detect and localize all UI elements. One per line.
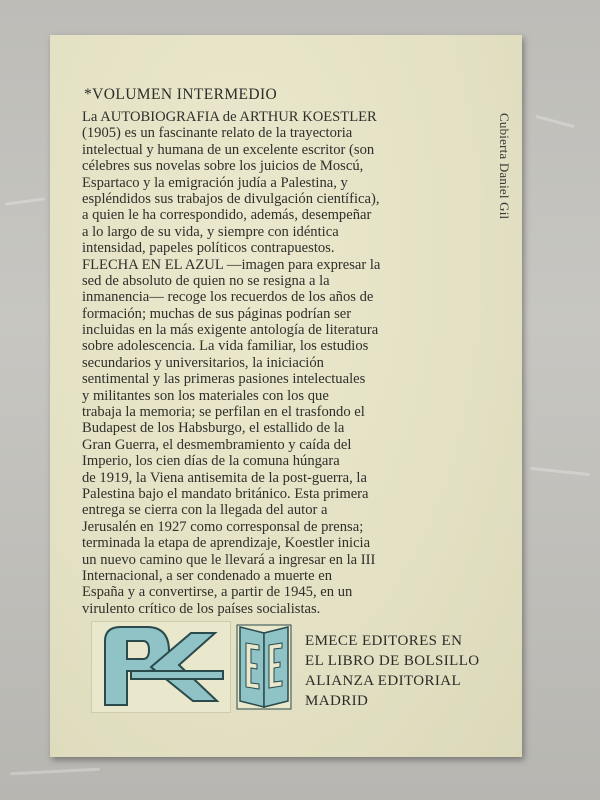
volume-heading: *VOLUMEN INTERMEDIO [84, 86, 278, 103]
blurb-line: secundarios y universitarios, la iniciación [82, 354, 324, 371]
blurb-line: a quien le ha correspondido, además, desempeñar [82, 207, 372, 224]
blurb-line: un nuevo camino que le llevará a ingresar en la III [82, 551, 376, 568]
blurb-line: sobre adolescencia. La vida familiar, los estudios [82, 338, 369, 355]
blurb-line: y militantes son los materiales con los que [82, 387, 329, 404]
blurb-line: Imperio, los cien días de la comuna húngara [82, 453, 340, 470]
blurb-line: de 1919, la Viena antisemita de la post-guerra, la [82, 469, 367, 486]
surface-scratch [530, 467, 590, 476]
blurb-line: Budapest de los Habsburgo, el estallido de la [82, 420, 345, 437]
blurb-line: a lo largo de su vida, y siempre con idéntica [82, 223, 339, 240]
blurb-line: sentimental y las primeras pasiones intelectuales [82, 371, 366, 388]
libro-de-bolsillo-logo [91, 621, 231, 713]
blurb-line: entrega se cierra con la llegada del autor a [82, 502, 328, 519]
emece-editores-logo [235, 621, 293, 713]
emece-editores-logo-icon [235, 621, 293, 713]
publisher-imprint [305, 631, 480, 711]
libro-de-bolsillo-logo-icon [91, 621, 231, 713]
blurb-line: virulento crítico de los países socialistas. [82, 600, 321, 617]
surface-scratch [5, 197, 45, 206]
blurb-line: FLECHA EN EL AZUL —imagen para expresar la [82, 256, 381, 273]
blurb-line: terminada la etapa de aprendizaje, Koestler inicia [82, 535, 371, 552]
blurb-text [82, 109, 462, 617]
blurb-line: intensidad, papeles políticos contrapuestos. [82, 240, 335, 257]
cover-credit: Cubierta Daniel Gil [497, 113, 512, 220]
blurb-line: Espartaco y la emigración judía a Palestina, y [82, 174, 348, 191]
blurb-line: célebres sus novelas sobre los juicios de Moscú, [82, 158, 364, 175]
blurb-line: Palestina bajo el mandato británico. Esta primera [82, 485, 369, 502]
blurb-line: espléndidos sus trabajos de divulgación científica), [82, 190, 380, 207]
blurb-line: Jerusalén en 1927 como corresponsal de prensa; [82, 518, 364, 535]
blurb-line: inmanencia— recoge los recuerdos de los años de [82, 289, 374, 306]
blurb-line: La AUTOBIOGRAFIA de ARTHUR KOESTLER [82, 109, 377, 125]
publisher-line: ALIANZA EDITORIAL [305, 673, 462, 689]
blurb-line: España y a convertirse, a partir de 1945, en un [82, 584, 353, 601]
publisher-line: EL LIBRO DE BOLSILLO [305, 653, 480, 669]
blurb-line: Gran Guerra, el desmembramiento y caída del [82, 436, 352, 453]
blurb-line: formación; muchas de sus páginas podrían ser [82, 305, 352, 322]
blurb-line: sed de absoluto de quien no se resigna a la [82, 272, 330, 289]
blurb-line: intelectual y humana de un excelente escritor (son [82, 141, 375, 158]
blurb-line: incluidas en la más exigente antología de literatura [82, 322, 379, 339]
blurb-line: Internacional, a ser condenado a muerte en [82, 567, 332, 584]
blurb-line: (1905) es un fascinante relato de la trayectoria [82, 125, 353, 142]
publisher-line: MADRID [305, 693, 369, 709]
publisher-line: EMECE EDITORES EN [305, 633, 463, 649]
surface-scratch [10, 768, 100, 776]
blurb-line: trabaja la memoria; se perfilan en el trasfondo el [82, 404, 365, 421]
surface-scratch [535, 115, 574, 128]
